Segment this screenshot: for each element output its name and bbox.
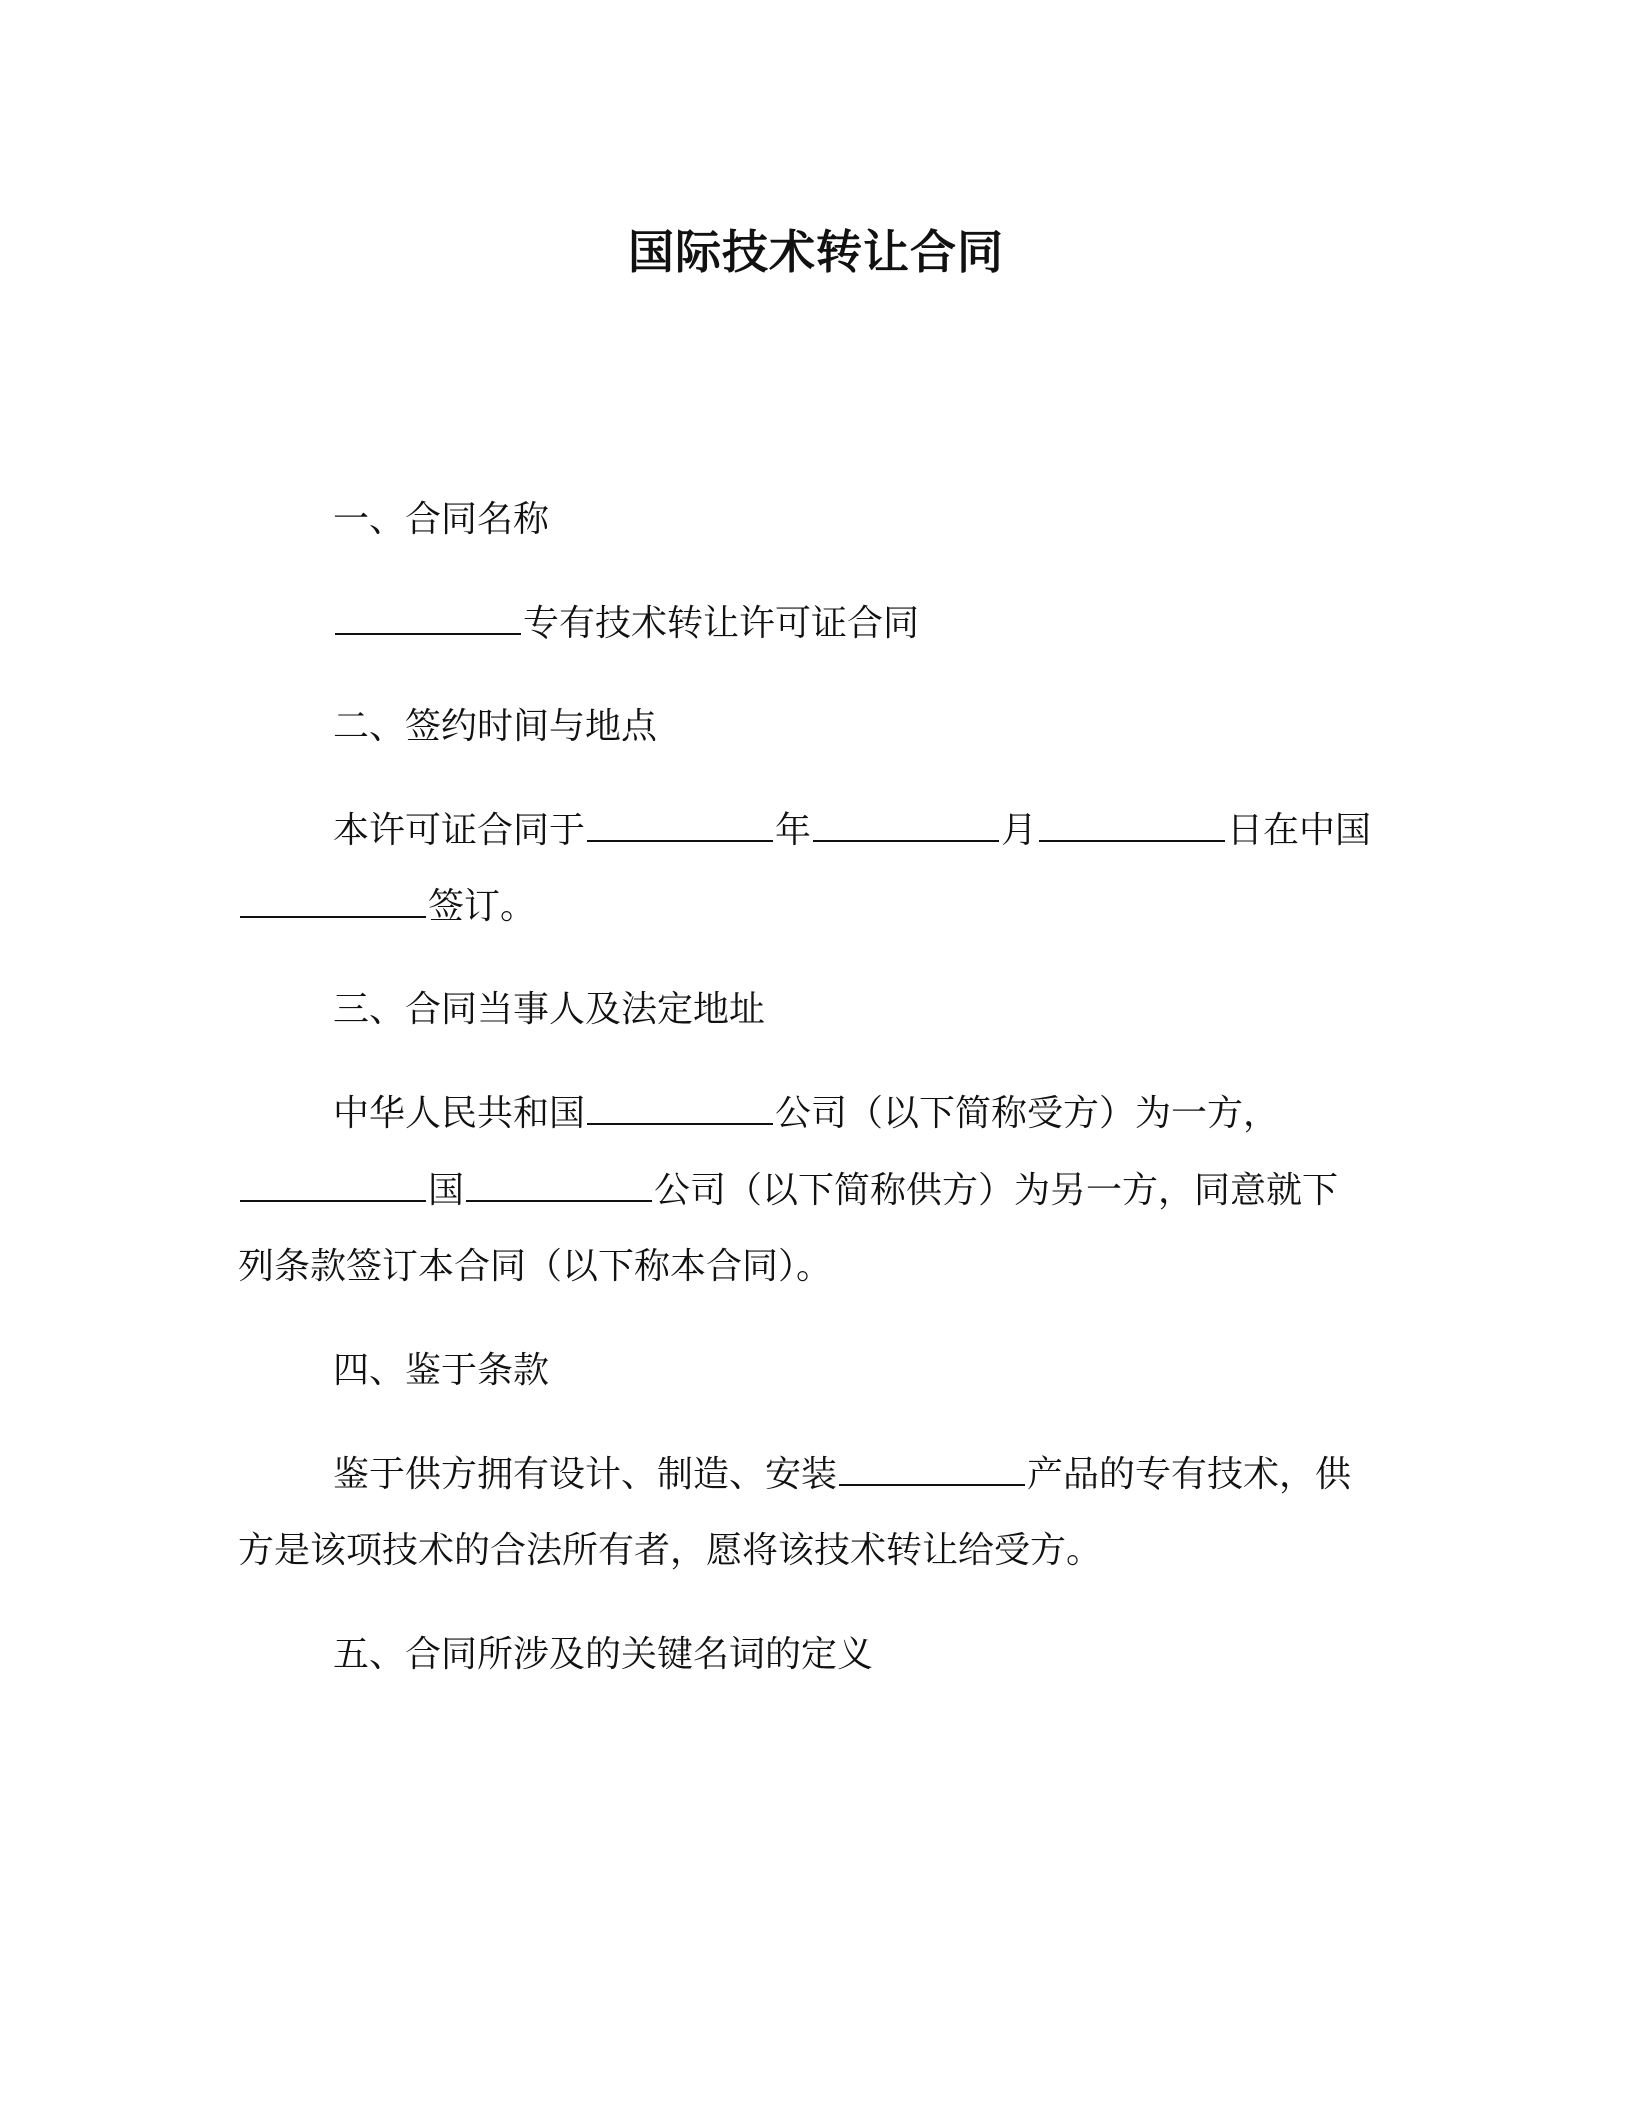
parties-line-3: 列条款签订本合同（以下称本合同）。 [238,1246,833,1287]
text-segment: 中华人民共和国 [333,1093,586,1134]
signing-place-line [238,882,536,932]
parties-line-1 [333,1089,1279,1139]
signing-date-line [333,806,1371,856]
fill-blank-country[interactable] [240,1170,426,1202]
text-segment: 鉴于供方拥有设计、制造、安装 [333,1454,838,1495]
parties-line-2 [238,1166,1338,1216]
fill-blank[interactable] [335,603,521,635]
text-segment: 国 [428,1170,465,1211]
text-segment: 公司（以下简称供方）为另一方，同意就下 [654,1170,1339,1211]
text-segment: 月 [1001,810,1038,851]
contract-name-line [333,599,919,649]
fill-blank-month[interactable] [813,810,999,842]
section-heading-4: 四、鉴于条款 [333,1350,550,1391]
text-segment: 日在中国 [1227,810,1372,851]
text-segment: 产品的专有技术，供 [1027,1454,1352,1495]
text-segment: 本许可证合同于 [333,810,586,851]
fill-blank-product[interactable] [839,1454,1025,1486]
text-segment: 公司（以下简称受方）为一方， [775,1093,1280,1134]
fill-blank-licensee[interactable] [587,1093,773,1125]
section-heading-5: 五、合同所涉及的关键名词的定义 [333,1634,874,1675]
whereas-line-2: 方是该项技术的合法所有者，愿将该技术转让给受方。 [238,1530,1103,1571]
section-heading-3: 三、合同当事人及法定地址 [333,989,766,1030]
fill-blank-year[interactable] [587,810,773,842]
fill-blank-place[interactable] [240,886,426,918]
document-title: 国际技术转让合同 [628,225,1004,279]
contract-name-text: 专有技术转让许可证合同 [523,603,920,644]
text-segment: 签订。 [428,886,537,927]
text-segment: 年 [775,810,812,851]
section-heading-1: 一、合同名称 [333,499,550,540]
fill-blank-licensor[interactable] [466,1170,652,1202]
section-heading-2: 二、签约时间与地点 [333,706,658,747]
whereas-line-1 [333,1450,1351,1500]
fill-blank-day[interactable] [1039,810,1225,842]
